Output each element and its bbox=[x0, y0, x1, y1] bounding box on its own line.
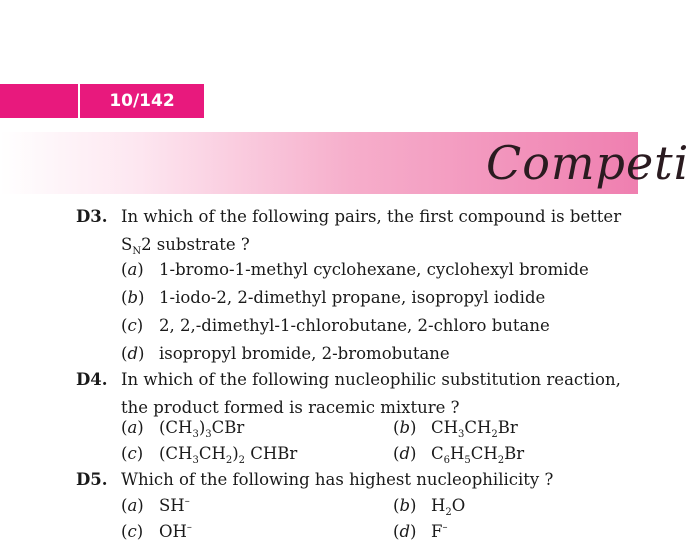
option-label: a bbox=[127, 260, 138, 279]
option-b: (b) 1-iodo-2, 2-dimethyl propane, isopropyl iodide bbox=[121, 288, 546, 307]
option-c: (c) $(CH_3CH_2)_2$ CHBr bbox=[121, 444, 298, 466]
option-a: (a) 1-bromo-1-methyl cyclohexane, cyclohexyl bromide bbox=[121, 260, 589, 279]
text-fragment: S bbox=[121, 235, 133, 254]
option-a: (a) $(CH_3)_3CBr$ bbox=[121, 418, 245, 440]
text-fragment: 2 substrate ? bbox=[141, 235, 250, 254]
option-label: a bbox=[127, 496, 138, 515]
option-label: c bbox=[127, 316, 137, 335]
option-label: d bbox=[399, 522, 410, 541]
option-label: d bbox=[127, 344, 138, 363]
option-label: c bbox=[127, 522, 137, 541]
banner-title: Competi bbox=[486, 136, 689, 190]
option-c: (c) OH– bbox=[121, 522, 192, 541]
option-d: (d) $C_6H_5CH_2Br$ bbox=[393, 444, 525, 466]
option-text: 1-bromo-1-methyl cyclohexane, cyclohexyl bromide bbox=[159, 260, 589, 279]
question-text bbox=[121, 203, 633, 259]
question-text bbox=[121, 466, 633, 494]
option-label: b bbox=[399, 418, 410, 437]
page-number: 10/142 bbox=[80, 84, 204, 118]
option-formula: $C_6H_5CH_2Br$ bbox=[431, 444, 525, 466]
option-formula: $(CH_3CH_2)_2$ CHBr bbox=[159, 444, 298, 466]
option-text: isopropyl bromide, 2-bromobutane bbox=[159, 344, 450, 363]
option-formula: $H_2O$ bbox=[431, 496, 466, 518]
option-a: (a) SH– bbox=[121, 496, 190, 515]
option-d: (d) F– bbox=[393, 522, 448, 541]
question-number: D3. bbox=[76, 207, 108, 226]
question-text-line bbox=[121, 231, 633, 259]
option-b: (b) $H_2O$ bbox=[393, 496, 466, 518]
option-label: b bbox=[399, 496, 410, 515]
option-label: d bbox=[399, 444, 410, 463]
question-number: D4. bbox=[76, 370, 108, 389]
option-c: (c) 2, 2,-dimethyl-1-chlorobutane, 2-chloro butane bbox=[121, 316, 550, 335]
question-text-line: the product formed is racemic mixture ? bbox=[121, 398, 460, 417]
question-text-line: In which of the following nucleophilic substitution reaction, bbox=[121, 370, 621, 389]
option-label: a bbox=[127, 418, 138, 437]
option-d: (d) isopropyl bromide, 2-bromobutane bbox=[121, 344, 450, 363]
question-number: D5. bbox=[76, 470, 108, 489]
question-text-line: Which of the following has highest nucleophilicity ? bbox=[121, 470, 554, 489]
option-label: b bbox=[127, 288, 138, 307]
subscript: N bbox=[132, 246, 142, 257]
option-formula: F– bbox=[431, 522, 448, 541]
option-text: 1-iodo-2, 2-dimethyl propane, isopropyl iodide bbox=[159, 288, 546, 307]
option-label: c bbox=[127, 444, 137, 463]
option-formula: OH– bbox=[159, 522, 192, 541]
option-text: 2, 2,-dimethyl-1-chlorobutane, 2-chloro butane bbox=[159, 316, 550, 335]
option-formula: SH– bbox=[159, 496, 190, 515]
option-formula: $(CH_3)_3CBr$ bbox=[159, 418, 245, 440]
question-text-line: In which of the following pairs, the first compound is better bbox=[121, 207, 622, 226]
option-formula: $CH_3CH_2Br$ bbox=[431, 418, 518, 440]
option-b: (b) $CH_3CH_2Br$ bbox=[393, 418, 518, 440]
